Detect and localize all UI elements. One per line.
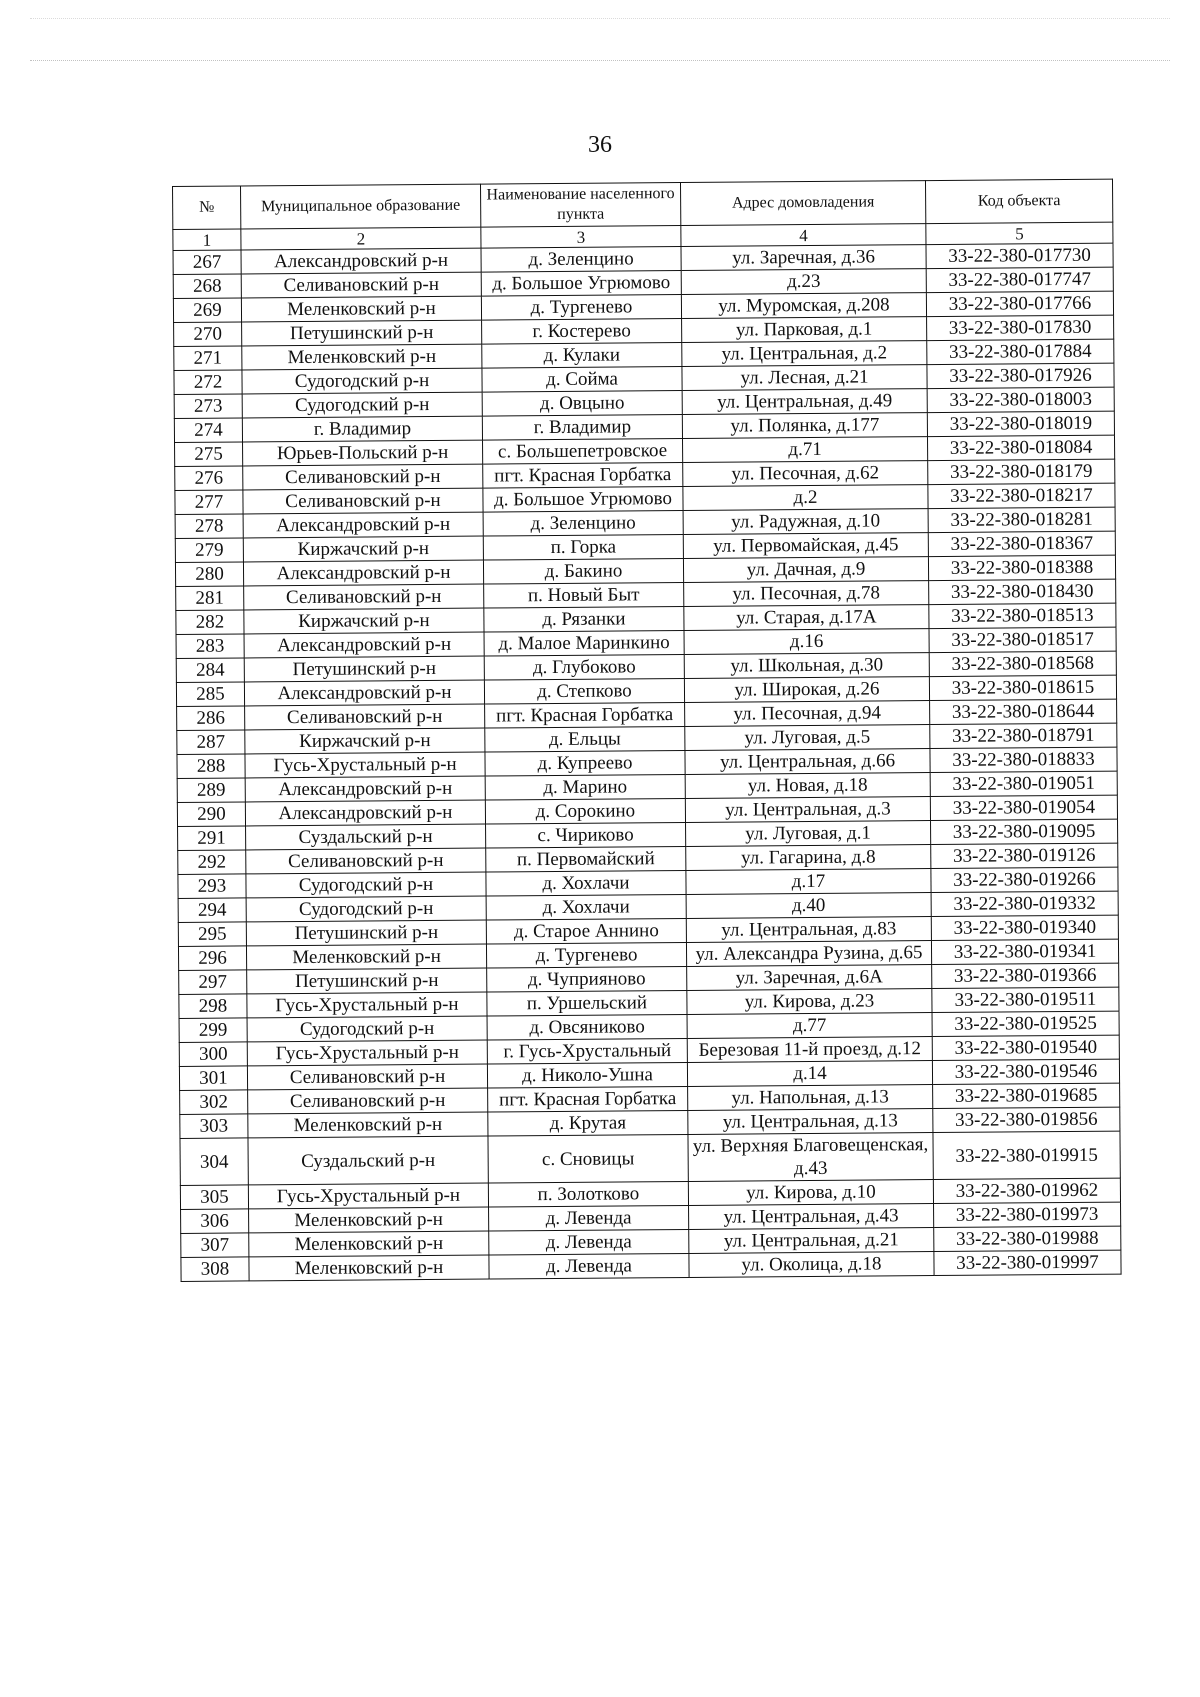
object-code-cell: 33-22-380-017730 bbox=[926, 243, 1113, 268]
address-cell: ул. Кирова, д.10 bbox=[688, 1180, 933, 1206]
municipality-cell: Меленковский р-н bbox=[248, 1112, 488, 1138]
object-code-cell: 33-22-380-018644 bbox=[930, 699, 1117, 724]
settlement-cell: п. Уршельский bbox=[487, 990, 687, 1016]
municipality-cell: Судогодский р-н bbox=[246, 896, 486, 922]
municipality-cell: Петушинский р-н bbox=[246, 920, 486, 946]
object-code-cell: 33-22-380-018517 bbox=[929, 627, 1116, 652]
row-number: 307 bbox=[181, 1233, 249, 1258]
row-number: 293 bbox=[178, 874, 246, 899]
settlement-cell: д. Николо-Ушна bbox=[487, 1062, 687, 1088]
settlement-cell: д. Левенда bbox=[489, 1205, 689, 1231]
row-number: 304 bbox=[180, 1138, 248, 1186]
object-code-cell: 33-22-380-018430 bbox=[929, 579, 1116, 604]
table-body bbox=[173, 243, 1121, 1281]
municipality-cell: Киржачский р-н bbox=[244, 608, 484, 634]
municipality-cell: Селивановский р-н bbox=[241, 272, 481, 298]
object-code-cell: 33-22-380-019511 bbox=[932, 987, 1119, 1012]
address-cell: ул. Центральная, д.13 bbox=[688, 1109, 933, 1135]
object-code-cell: 33-22-380-018084 bbox=[927, 435, 1114, 460]
municipality-cell: Киржачский р-н bbox=[243, 536, 483, 562]
address-cell: ул. Напольная, д.13 bbox=[688, 1085, 933, 1111]
header-settlement: Наименование населенного пункта bbox=[480, 183, 680, 228]
settlement-cell: д. Крутая bbox=[488, 1110, 688, 1136]
settlement-cell: д. Зеленцино bbox=[483, 510, 683, 536]
object-code-cell: 33-22-380-019685 bbox=[933, 1083, 1120, 1108]
table-row bbox=[180, 1131, 1120, 1185]
object-code-cell: 33-22-380-018179 bbox=[928, 459, 1115, 484]
settlement-cell: д. Тургенево bbox=[486, 942, 686, 968]
object-code-cell: 33-22-380-019973 bbox=[934, 1202, 1121, 1227]
row-number: 275 bbox=[175, 442, 243, 467]
settlement-cell: д. Бакино bbox=[483, 558, 683, 584]
object-code-cell: 33-22-380-018019 bbox=[927, 411, 1114, 436]
settlement-cell: г. Владимир bbox=[482, 414, 682, 440]
settlement-cell: с. Сновицы bbox=[488, 1134, 688, 1183]
address-cell: ул. Песочная, д.62 bbox=[683, 461, 928, 487]
municipality-cell: Петушинский р-н bbox=[247, 968, 487, 994]
settlement-cell: д. Купреево bbox=[485, 750, 685, 776]
row-number: 300 bbox=[179, 1042, 247, 1067]
settlement-cell: п. Золотково bbox=[488, 1181, 688, 1207]
settlement-cell: д. Сойма bbox=[482, 367, 682, 393]
settlement-cell: г. Гусь-Хрустальный bbox=[487, 1038, 687, 1064]
municipality-cell: Меленковский р-н bbox=[249, 1231, 489, 1257]
address-cell: ул. Александра Рузина, д.65 bbox=[686, 941, 931, 967]
municipality-cell: Гусь-Хрустальный р-н bbox=[245, 752, 485, 778]
address-cell: ул. Новая, д.18 bbox=[685, 773, 930, 799]
settlement-cell: пгт. Красная Горбатка bbox=[485, 702, 685, 728]
settlement-cell: с. Большепетровское bbox=[483, 438, 683, 464]
municipality-cell: Киржачский р-н bbox=[245, 728, 485, 754]
settlement-cell: д. Сорокино bbox=[485, 798, 685, 824]
object-code-cell: 33-22-380-017766 bbox=[926, 291, 1113, 316]
address-cell: ул. Дачная, д.9 bbox=[683, 557, 928, 583]
address-cell: ул. Первомайская, д.45 bbox=[683, 533, 928, 559]
row-number: 291 bbox=[178, 826, 246, 851]
header-address: Адрес домовладения bbox=[680, 181, 925, 226]
municipality-cell: Александровский р-н bbox=[245, 776, 485, 802]
municipality-cell: Александровский р-н bbox=[243, 560, 483, 586]
address-cell: ул. Школьная, д.30 bbox=[684, 653, 929, 679]
settlement-cell: д. Малое Маринкино bbox=[484, 630, 684, 656]
object-code-cell: 33-22-380-019540 bbox=[932, 1035, 1119, 1060]
header-row bbox=[173, 179, 1113, 229]
object-code-cell: 33-22-380-019095 bbox=[931, 819, 1118, 844]
address-cell: ул. Центральная, д.66 bbox=[685, 749, 930, 775]
object-code-cell: 33-22-380-018217 bbox=[928, 483, 1115, 508]
object-code-cell: 33-22-380-019051 bbox=[930, 771, 1117, 796]
object-code-cell: 33-22-380-019997 bbox=[934, 1250, 1121, 1275]
object-code-cell: 33-22-380-018367 bbox=[928, 531, 1115, 556]
column-number: 4 bbox=[681, 224, 926, 247]
address-cell: ул. Верхняя Благовещенская, д.43 bbox=[688, 1133, 933, 1182]
object-code-cell: 33-22-380-018281 bbox=[928, 507, 1115, 532]
header-number: № bbox=[173, 186, 241, 230]
address-cell: ул. Центральная, д.43 bbox=[689, 1204, 934, 1230]
row-number: 287 bbox=[177, 730, 245, 755]
address-cell: ул. Широкая, д.26 bbox=[684, 677, 929, 703]
settlement-cell: д. Овсяниково bbox=[487, 1014, 687, 1040]
municipality-cell: Селивановский р-н bbox=[243, 488, 483, 514]
row-number: 271 bbox=[174, 346, 242, 371]
municipality-cell: Александровский р-н bbox=[243, 512, 483, 538]
municipality-cell: Гусь-Хрустальный р-н bbox=[247, 1040, 487, 1066]
settlement-cell: д. Марино bbox=[485, 774, 685, 800]
municipality-cell: Юрьев-Польский р-н bbox=[243, 440, 483, 466]
settlement-cell: д. Овцыно bbox=[482, 390, 682, 416]
address-cell: ул. Муромская, д.208 bbox=[681, 293, 926, 319]
object-code-cell: 33-22-380-018833 bbox=[930, 747, 1117, 772]
object-code-cell: 33-22-380-018003 bbox=[927, 387, 1114, 412]
address-cell: ул. Полянка, д.177 bbox=[682, 413, 927, 439]
settlement-cell: п. Первомайский bbox=[486, 846, 686, 872]
address-cell: ул. Песочная, д.78 bbox=[684, 581, 929, 607]
municipality-cell: Меленковский р-н bbox=[241, 296, 481, 322]
municipality-cell: Петушинский р-н bbox=[242, 320, 482, 346]
object-code-cell: 33-22-380-017747 bbox=[926, 267, 1113, 292]
address-cell: ул. Центральная, д.21 bbox=[689, 1228, 934, 1254]
settlement-cell: д. Левенда bbox=[489, 1253, 689, 1279]
address-cell: ул. Центральная, д.49 bbox=[682, 389, 927, 415]
municipality-cell: Судогодский р-н bbox=[242, 392, 482, 418]
municipality-cell: Судогодский р-н bbox=[246, 872, 486, 898]
object-code-cell: 33-22-380-019332 bbox=[931, 891, 1118, 916]
municipality-cell: Петушинский р-н bbox=[244, 656, 484, 682]
object-code-cell: 33-22-380-019915 bbox=[933, 1131, 1120, 1179]
row-number: 279 bbox=[175, 538, 243, 563]
address-cell: ул. Заречная, д.36 bbox=[681, 245, 926, 271]
row-number: 290 bbox=[177, 802, 245, 827]
object-code-cell: 33-22-380-018791 bbox=[930, 723, 1117, 748]
municipality-cell: Селивановский р-н bbox=[247, 1064, 487, 1090]
municipality-cell: Меленковский р-н bbox=[249, 1207, 489, 1233]
scan-artifact-line bbox=[30, 18, 1170, 19]
row-number: 298 bbox=[179, 994, 247, 1019]
address-cell: ул. Парковая, д.1 bbox=[682, 317, 927, 343]
row-number: 288 bbox=[177, 754, 245, 779]
row-number: 292 bbox=[178, 850, 246, 875]
settlement-cell: д. Чуприяново bbox=[487, 966, 687, 992]
address-cell: ул. Радужная, д.10 bbox=[683, 509, 928, 535]
object-code-cell: 33-22-380-017926 bbox=[927, 363, 1114, 388]
object-code-cell: 33-22-380-018615 bbox=[929, 675, 1116, 700]
address-cell: ул. Песочная, д.94 bbox=[685, 701, 930, 727]
row-number: 306 bbox=[181, 1209, 249, 1234]
address-cell: д.71 bbox=[682, 437, 927, 463]
column-number: 2 bbox=[241, 227, 481, 250]
row-number: 308 bbox=[181, 1257, 249, 1282]
row-number: 284 bbox=[176, 658, 244, 683]
row-number: 281 bbox=[176, 586, 244, 611]
address-cell: д.17 bbox=[686, 869, 931, 895]
row-number: 283 bbox=[176, 634, 244, 659]
object-code-cell: 33-22-380-018513 bbox=[929, 603, 1116, 628]
object-code-cell: 33-22-380-017884 bbox=[927, 339, 1114, 364]
row-number: 301 bbox=[179, 1066, 247, 1091]
row-number: 303 bbox=[180, 1114, 248, 1139]
settlement-cell: п. Горка bbox=[483, 534, 683, 560]
settlement-cell: д. Большое Угрюмово bbox=[483, 486, 683, 512]
object-code-cell: 33-22-380-019546 bbox=[932, 1059, 1119, 1084]
row-number: 289 bbox=[177, 778, 245, 803]
row-number: 302 bbox=[180, 1090, 248, 1115]
object-code-cell: 33-22-380-018388 bbox=[928, 555, 1115, 580]
column-number: 3 bbox=[481, 226, 681, 249]
municipality-cell: Меленковский р-н bbox=[246, 944, 486, 970]
scan-artifact-line bbox=[30, 60, 1170, 61]
row-number: 278 bbox=[175, 514, 243, 539]
object-code-cell: 33-22-380-019856 bbox=[933, 1107, 1120, 1132]
settlement-cell: д. Старое Аннино bbox=[486, 918, 686, 944]
settlement-cell: д. Степково bbox=[484, 678, 684, 704]
municipality-cell: Гусь-Хрустальный р-н bbox=[248, 1183, 488, 1209]
address-cell: ул. Лесная, д.21 bbox=[682, 365, 927, 391]
registry-table bbox=[172, 179, 1122, 1282]
column-number: 5 bbox=[926, 222, 1113, 244]
object-code-cell: 33-22-380-019988 bbox=[934, 1226, 1121, 1251]
page-number: 36 bbox=[588, 132, 612, 158]
row-number: 295 bbox=[178, 922, 246, 947]
settlement-cell: д. Хохлачи bbox=[486, 870, 686, 896]
row-number: 294 bbox=[178, 898, 246, 923]
address-cell: д.77 bbox=[687, 1013, 932, 1039]
municipality-cell: Александровский р-н bbox=[245, 800, 485, 826]
settlement-cell: с. Чириково bbox=[486, 822, 686, 848]
municipality-cell: г. Владимир bbox=[242, 416, 482, 442]
row-number: 267 bbox=[173, 250, 241, 275]
municipality-cell: Меленковский р-н bbox=[242, 344, 482, 370]
row-number: 277 bbox=[175, 490, 243, 515]
municipality-cell: Александровский р-н bbox=[244, 632, 484, 658]
municipality-cell: Селивановский р-н bbox=[248, 1088, 488, 1114]
object-code-cell: 33-22-380-019126 bbox=[931, 843, 1118, 868]
settlement-cell: д. Большое Угрюмово bbox=[481, 271, 681, 297]
object-code-cell: 33-22-380-019341 bbox=[931, 939, 1118, 964]
address-cell: Березовая 11-й проезд, д.12 bbox=[687, 1037, 932, 1063]
header-object-code: Код объекта bbox=[925, 179, 1112, 223]
municipality-cell: Александровский р-н bbox=[241, 248, 481, 274]
row-number: 296 bbox=[178, 946, 246, 971]
object-code-cell: 33-22-380-019054 bbox=[930, 795, 1117, 820]
address-cell: ул. Кирова, д.23 bbox=[687, 989, 932, 1015]
settlement-cell: д. Глубоково bbox=[484, 654, 684, 680]
row-number: 274 bbox=[174, 418, 242, 443]
row-number: 297 bbox=[179, 970, 247, 995]
object-code-cell: 33-22-380-019525 bbox=[932, 1011, 1119, 1036]
row-number: 282 bbox=[176, 610, 244, 635]
settlement-cell: д. Левенда bbox=[489, 1229, 689, 1255]
header-municipality: Муниципальное образование bbox=[241, 184, 481, 229]
object-code-cell: 33-22-380-018568 bbox=[929, 651, 1116, 676]
row-number: 270 bbox=[174, 322, 242, 347]
row-number: 286 bbox=[177, 706, 245, 731]
municipality-cell: Судогодский р-н bbox=[247, 1016, 487, 1042]
object-code-cell: 33-22-380-017830 bbox=[927, 315, 1114, 340]
municipality-cell: Селивановский р-н bbox=[245, 704, 485, 730]
settlement-cell: д. Зеленцино bbox=[481, 247, 681, 273]
address-cell: ул. Гагарина, д.8 bbox=[686, 845, 931, 871]
settlement-cell: д. Тургенево bbox=[481, 295, 681, 321]
row-number: 276 bbox=[175, 466, 243, 491]
row-number: 299 bbox=[179, 1018, 247, 1043]
address-cell: ул. Луговая, д.5 bbox=[685, 725, 930, 751]
settlement-cell: д. Рязанки bbox=[484, 606, 684, 632]
address-cell: ул. Околица, д.18 bbox=[689, 1252, 934, 1278]
address-cell: ул. Центральная, д.83 bbox=[686, 917, 931, 943]
row-number: 272 bbox=[174, 370, 242, 395]
address-cell: ул. Старая, д.17А bbox=[684, 605, 929, 631]
municipality-cell: Судогодский р-н bbox=[242, 368, 482, 394]
address-cell: ул. Центральная, д.2 bbox=[682, 341, 927, 367]
object-code-cell: 33-22-380-019962 bbox=[933, 1178, 1120, 1203]
municipality-cell: Селивановский р-н bbox=[243, 464, 483, 490]
row-number: 269 bbox=[173, 298, 241, 323]
object-code-cell: 33-22-380-019366 bbox=[932, 963, 1119, 988]
address-cell: д.16 bbox=[684, 629, 929, 655]
municipality-cell: Александровский р-н bbox=[244, 680, 484, 706]
municipality-cell: Суздальский р-н bbox=[248, 1136, 488, 1185]
address-cell: ул. Центральная, д.3 bbox=[685, 797, 930, 823]
settlement-cell: пгт. Красная Горбатка bbox=[488, 1086, 688, 1112]
municipality-cell: Гусь-Хрустальный р-н bbox=[247, 992, 487, 1018]
settlement-cell: п. Новый Быт bbox=[484, 582, 684, 608]
address-cell: ул. Луговая, д.1 bbox=[686, 821, 931, 847]
row-number: 305 bbox=[180, 1185, 248, 1210]
object-code-cell: 33-22-380-019266 bbox=[931, 867, 1118, 892]
municipality-cell: Суздальский р-н bbox=[246, 824, 486, 850]
row-number: 268 bbox=[173, 274, 241, 299]
column-number: 1 bbox=[173, 229, 241, 251]
row-number: 280 bbox=[175, 562, 243, 587]
address-cell: д.2 bbox=[683, 485, 928, 511]
address-cell: д.14 bbox=[687, 1061, 932, 1087]
municipality-cell: Селивановский р-н bbox=[244, 584, 484, 610]
address-cell: д.40 bbox=[686, 893, 931, 919]
row-number: 285 bbox=[176, 682, 244, 707]
address-cell: д.23 bbox=[681, 269, 926, 295]
settlement-cell: г. Костерево bbox=[482, 319, 682, 345]
municipality-cell: Селивановский р-н bbox=[246, 848, 486, 874]
settlement-cell: д. Кулаки bbox=[482, 343, 682, 369]
settlement-cell: пгт. Красная Горбатка bbox=[483, 462, 683, 488]
object-code-cell: 33-22-380-019340 bbox=[931, 915, 1118, 940]
address-cell: ул. Заречная, д.6А bbox=[687, 965, 932, 991]
row-number: 273 bbox=[174, 394, 242, 419]
settlement-cell: д. Хохлачи bbox=[486, 894, 686, 920]
settlement-cell: д. Ельцы bbox=[485, 726, 685, 752]
municipality-cell: Меленковский р-н bbox=[249, 1255, 489, 1281]
